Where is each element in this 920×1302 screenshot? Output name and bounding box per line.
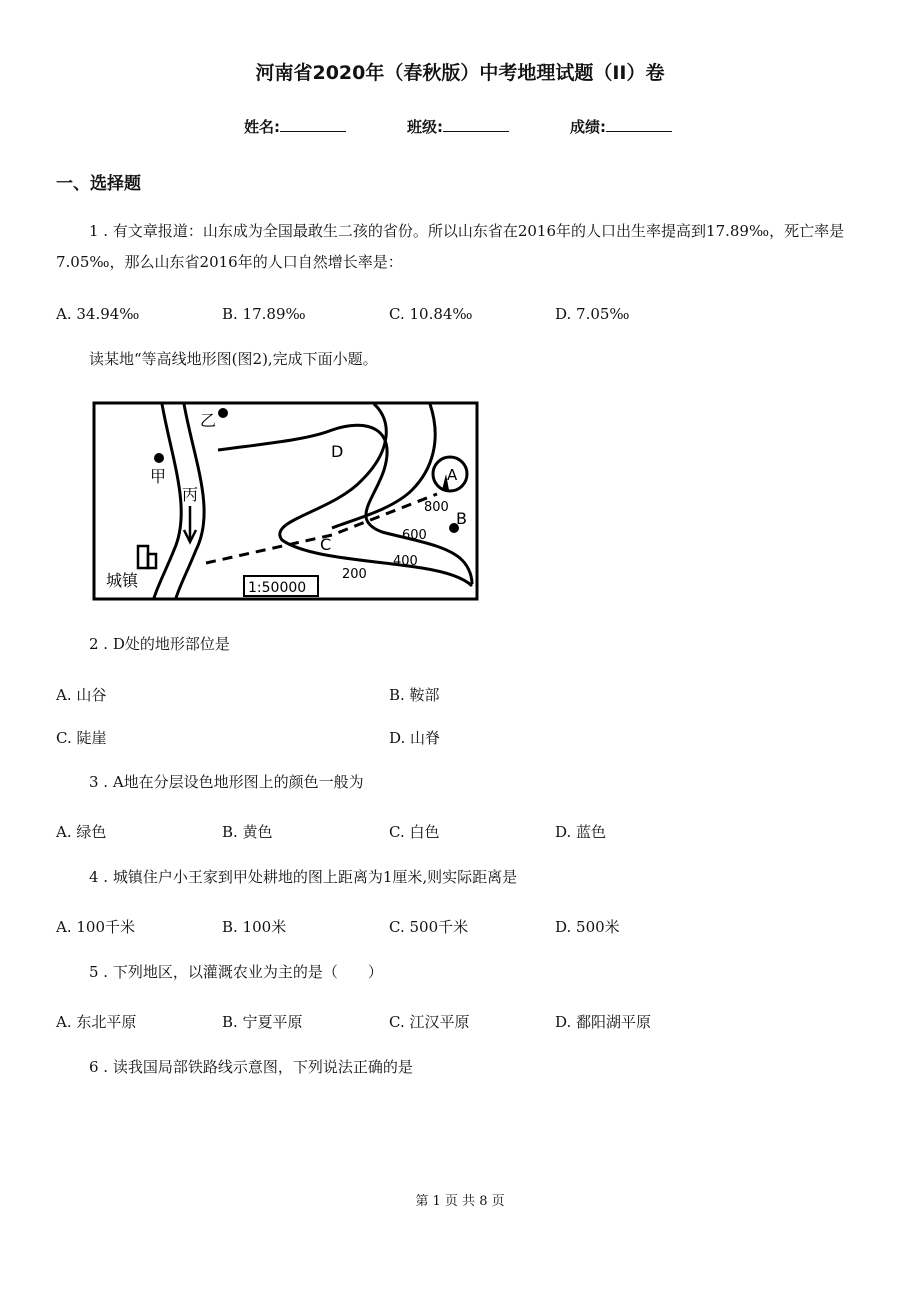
q1-option-c[interactable]: C. 10.84‰: [389, 305, 473, 323]
contour-400-label: 400: [393, 554, 418, 569]
label-town: 城镇: [106, 571, 139, 590]
label-jia: 甲: [150, 467, 167, 486]
label-scale: 1:50000: [248, 580, 307, 596]
q2-option-d[interactable]: D. 山脊: [389, 729, 441, 747]
page-footer: 第 1 页 共 8 页: [415, 1194, 505, 1209]
label-d: D: [331, 442, 344, 461]
class-blank[interactable]: [443, 117, 509, 132]
q3-option-d[interactable]: D. 蓝色: [555, 823, 607, 841]
point-jia: [154, 453, 164, 463]
score-blank[interactable]: [606, 117, 672, 132]
question-2-text: 2 . D处的地形部位是: [89, 635, 230, 653]
q1-option-a[interactable]: A. 34.94‰: [56, 305, 140, 323]
label-yi: 乙: [200, 411, 217, 430]
question-5-text: 5 . 下列地区，以灌溉农业为主的是（ ）: [89, 963, 383, 981]
label-c: C: [320, 535, 332, 554]
score-label: 成绩:: [570, 118, 606, 136]
q3-option-b[interactable]: B. 黄色: [222, 823, 273, 841]
point-yi: [218, 408, 228, 418]
q5-option-c[interactable]: C. 江汉平原: [389, 1013, 470, 1031]
q2-option-c[interactable]: C. 陡崖: [56, 729, 107, 747]
q4-option-b[interactable]: B. 100米: [222, 918, 287, 936]
label-b: B: [456, 509, 467, 528]
question-4-text: 4 . 城镇住户小王家到甲处耕地的图上距离为1厘米,则实际距离是: [89, 868, 518, 886]
question-1-text: 1 . 有文章报道：山东成为全国最敢生二孩的省份。所以山东省在2016年的人口出生率提高到17.89‰，死亡率是7.05‰，那么山东省2016年的人口自然增长率是：: [56, 222, 845, 271]
q5-option-a[interactable]: A. 东北平原: [56, 1013, 137, 1031]
contour-800-label: 800: [424, 500, 449, 515]
contour-map: [92, 400, 480, 602]
label-a: A: [447, 466, 458, 484]
class-field: [407, 116, 509, 137]
q2-option-a[interactable]: A. 山谷: [56, 686, 107, 704]
question-3-text: 3 . A地在分层设色地形图上的颜色一般为: [89, 773, 364, 791]
contour-600-label: 600: [402, 528, 427, 543]
section-title: 一、选择题: [56, 174, 141, 194]
class-label: 班级:: [407, 118, 443, 136]
q3-option-a[interactable]: A. 绿色: [56, 823, 107, 841]
q3-option-c[interactable]: C. 白色: [389, 823, 440, 841]
name-field: [244, 116, 346, 137]
question-6-text: 6 . 读我国局部铁路线示意图，下列说法正确的是: [89, 1058, 413, 1076]
label-bing: 丙: [182, 485, 199, 504]
contour-200-label: 200: [342, 567, 367, 582]
q5-option-d[interactable]: D. 鄱阳湖平原: [555, 1013, 652, 1031]
q4-option-c[interactable]: C. 500千米: [389, 918, 469, 936]
q4-option-d[interactable]: D. 500米: [555, 918, 620, 936]
name-label: 姓名:: [244, 118, 280, 136]
intro-text: 读某地“等高线地形图(图2),完成下面小题。: [89, 350, 378, 368]
q2-option-b[interactable]: B. 鞍部: [389, 686, 440, 704]
q1-option-d[interactable]: D. 7.05‰: [555, 305, 630, 323]
score-field: [570, 116, 672, 137]
q4-option-a[interactable]: A. 100千米: [56, 918, 135, 936]
page-title: 河南省2020年（春秋版）中考地理试题（II）卷: [255, 62, 665, 84]
q5-option-b[interactable]: B. 宁夏平原: [222, 1013, 303, 1031]
name-blank[interactable]: [280, 117, 346, 132]
q1-option-b[interactable]: B. 17.89‰: [222, 305, 306, 323]
